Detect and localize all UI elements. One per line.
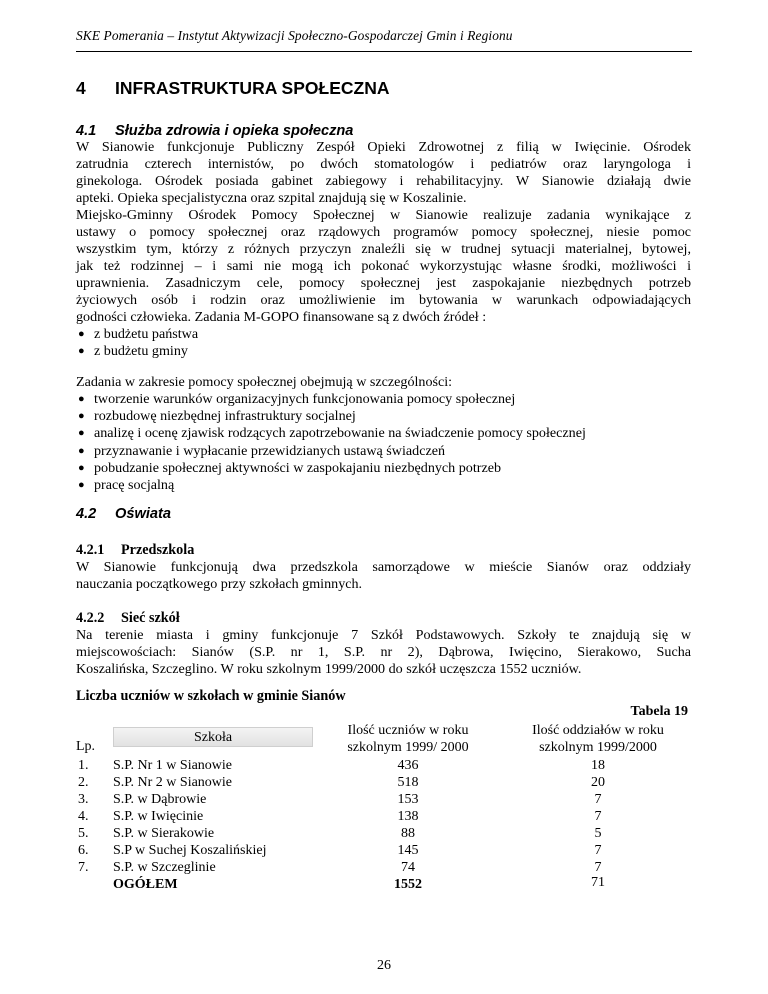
cell-classes: 7: [594, 809, 602, 824]
section-4-1-paragraph: [76, 139, 691, 326]
section-4-1-heading: [76, 123, 353, 139]
paragraph-line: apteki. Opieka specjalistyczna oraz szpital znajdują się w Koszalinie.: [76, 190, 467, 206]
tasks-list: [76, 391, 586, 494]
list-item: ● z budżetu gminy: [78, 343, 188, 360]
cell-classes: 7: [594, 860, 602, 875]
cell-classes: 18: [591, 758, 605, 773]
cell-pupils: 145: [397, 843, 419, 858]
page-number: 26: [377, 958, 391, 973]
paragraph-line: jak też rodzinnej – i sami nie mogą ich pokonać wykorzystując własne środki, możliwości i: [76, 258, 691, 274]
cell-school: S.P. w Dąbrowie: [113, 792, 207, 807]
list-item: ● pobudzanie społecznej aktywności w zaspokajaniu niezbędnych potrzeb: [78, 459, 502, 476]
cell-school: S.P. w Sierakowie: [113, 826, 215, 841]
cell-lp: 2.: [78, 775, 89, 790]
paragraph-line: Koszalińska, Szczeglino. W roku szkolnym 1999/2000 do szkół uczęszcza 1552 uczniów.: [76, 661, 582, 677]
cell-pupils: 88: [401, 826, 415, 841]
paragraph-line: miejscowościach: Sianów (S.P. nr 1, S.P. nr 2), Dąbrowa, Iwięcino, Sierakowo, Sucha: [76, 644, 691, 660]
list-item: ● analizę i ocenę zjawisk rodzących zapotrzebowanie na świadczenie pomocy społecznej: [78, 425, 586, 442]
bullet-icon: ●: [78, 410, 85, 423]
paragraph-line: Miejsko-Gminny Ośrodek Pomocy Społecznej w Sianowie realizuje zadania wynikające z: [76, 207, 691, 223]
section-4-2-heading: [76, 506, 171, 522]
section-4-2-2-number: 4.2.2: [76, 610, 105, 626]
paragraph-line: W Sianowie funkcjonuje Publiczny Zespół Opieki Zdrowotnej z filią w Iwięcinie. Ośrodek: [76, 139, 691, 155]
bullet-icon: ●: [78, 393, 85, 405]
bullet-icon: ●: [78, 461, 85, 474]
cell-classes: 7: [594, 792, 602, 807]
section-4-2-2-title: Sieć szkół: [121, 610, 180, 626]
bullet-icon: ●: [78, 444, 85, 457]
bullet-icon: ●: [78, 345, 85, 358]
header-pupils-line2: szkolnym 1999/ 2000: [347, 740, 469, 755]
table-caption: Tabela 19: [630, 704, 688, 719]
total-label: OGÓŁEM: [113, 877, 178, 892]
section-4-2-1-paragraph: [76, 559, 691, 593]
chapter-number: 4: [76, 78, 86, 98]
cell-lp: 7.: [78, 860, 89, 875]
bullet-icon: ●: [78, 328, 85, 340]
section-4-1-number: 4.1: [76, 123, 97, 139]
total-classes: 71: [591, 875, 605, 890]
paragraph-line: uprawnienia. Zasadniczym cele, pomocy społecznej jest zaspokajanie niezbędnych potrzeb: [76, 275, 691, 291]
section-4-2-number: 4.2: [76, 506, 97, 522]
table-title: Liczba uczniów w szkołach w gminie Sianów: [76, 688, 346, 704]
cell-school: S.P w Suchej Koszalińskiej: [113, 843, 267, 858]
section-4-1-title: Służba zdrowia i opieka społeczna: [115, 123, 354, 139]
total-pupils: 1552: [394, 877, 422, 892]
paragraph-line: życiowych osób i rodzin oraz umożliwienie im bytowania w warunkach odpowiadających: [76, 292, 691, 308]
list-item: ● tworzenie warunków organizacyjnych funkcjonowania pomocy społecznej: [78, 391, 516, 407]
header-classes-line2: szkolnym 1999/2000: [539, 740, 657, 755]
list-item: ● pracę socjalną: [78, 477, 175, 494]
running-header: SKE Pomerania – Instytut Aktywizacji Społeczno-Gospodarczej Gmin i Regionu: [76, 28, 513, 43]
paragraph-line: ustawy o pomocy społecznej oraz rządowych programów pomocy społecznej, niesie pomoc: [76, 224, 691, 240]
cell-school: S.P. Nr 1 w Sianowie: [113, 758, 233, 773]
paragraph-line: wszystkim tym, którzy z różnych przyczyn znaleźli się w trudnej sytuacji materialnej, bytowej,: [76, 241, 691, 257]
header-classes-line1: Ilość oddziałów w roku: [532, 723, 664, 738]
bullet-icon: ●: [78, 479, 85, 492]
cell-pupils: 436: [397, 758, 419, 773]
header-lp: Lp.: [76, 739, 96, 754]
paragraph-line: zatrudnia czterech internistów, po dwóch stomatologów i pediatrów oraz laryngologa i: [76, 156, 691, 172]
section-4-2-1-title: Przedszkola: [121, 542, 195, 558]
cell-school: S.P. w Szczeglinie: [113, 860, 216, 875]
list-item: ● rozbudowę niezbędnej infrastruktury socjalnej: [78, 408, 356, 425]
cell-pupils: 138: [397, 809, 419, 824]
cell-pupils: 153: [397, 792, 419, 807]
cell-pupils: 74: [401, 860, 415, 875]
cell-lp: 3.: [78, 792, 89, 807]
cell-school: S.P. w Iwięcinie: [113, 809, 204, 824]
bullet-icon: ●: [78, 427, 85, 440]
paragraph-line: nauczania początkowego przy szkołach gminnych.: [76, 576, 363, 592]
cell-classes: 20: [591, 775, 605, 790]
paragraph-line: Na terenie miasta i gminy funkcjonuje 7 Szkół Podstawowych. Szkoły te znajdują się w: [76, 627, 691, 643]
cell-pupils: 518: [397, 775, 419, 790]
cell-lp: 1.: [78, 758, 89, 773]
list-item: ● przyznawanie i wypłacanie przewidzianych ustawą świadczeń: [78, 442, 446, 459]
cell-lp: 6.: [78, 843, 89, 858]
cell-classes: 5: [594, 826, 602, 841]
cell-school: S.P. Nr 2 w Sianowie: [113, 775, 233, 790]
chapter-heading: [76, 78, 389, 99]
section-4-2-2-heading: [76, 610, 180, 627]
cell-classes: 7: [594, 843, 602, 858]
section-4-2-title: Oświata: [115, 506, 171, 522]
header-rule: [76, 51, 692, 52]
cell-lp: 5.: [78, 826, 89, 841]
cell-lp: 4.: [78, 809, 89, 824]
paragraph-line: ginekologa. Ośrodek posiada gabinet zabiegowy i rehabilitacyjny. W Sianowie działają dwie: [76, 173, 691, 189]
section-4-2-1-number: 4.2.1: [76, 542, 105, 558]
section-4-2-1-heading: [76, 542, 194, 559]
funding-sources-list: [76, 326, 198, 360]
section-4-2-2-paragraph: [76, 627, 691, 678]
header-pupils-line1: Ilość uczniów w roku: [347, 723, 469, 738]
paragraph-line: godności człowieka. Zadania M-GOPO finansowane są z dwóch źródeł :: [76, 309, 487, 325]
header-school: Szkoła: [193, 730, 233, 745]
chapter-title: INFRASTRUKTURA SPOŁECZNA: [115, 78, 390, 98]
paragraph-line: W Sianowie funkcjonują dwa przedszkola samorządowe w mieście Sianów oraz oddziały: [76, 559, 691, 575]
list-item: ● z budżetu państwa: [78, 326, 199, 342]
tasks-intro: Zadania w zakresie pomocy społecznej obejmują w szczególności:: [76, 374, 453, 390]
